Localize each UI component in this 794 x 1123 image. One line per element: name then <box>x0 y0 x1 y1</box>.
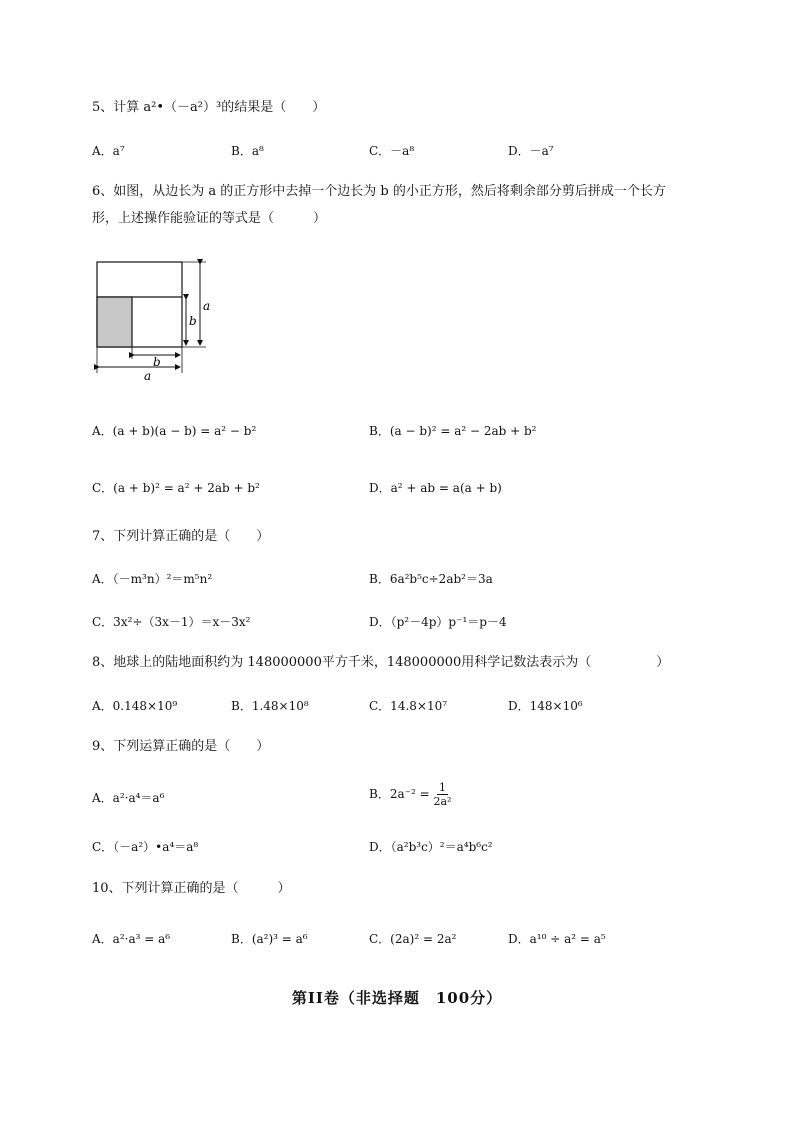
q8-option-d[interactable]: D．148×10⁶ <box>508 699 583 713</box>
q7-option-d[interactable]: D．（p²－4p）p⁻¹＝p－4 <box>369 615 507 629</box>
q8-option-b[interactable]: B．1.48×10⁸ <box>231 699 309 713</box>
q7-option-c[interactable]: C．3x²÷（3x－1）＝x－3x² <box>92 615 251 629</box>
label-b-inner: b <box>189 314 197 328</box>
q8-option-a[interactable]: A．0.148×10⁹ <box>92 699 178 713</box>
q7-option-a[interactable]: A．（－m³n）²＝m⁵n² <box>92 572 213 586</box>
question-6-stem-line1: 6、如图，从边长为 a 的正方形中去掉一个边长为 b 的小正方形，然后将剩余部分剪后拼成一个长方 <box>92 184 666 199</box>
q6-option-c[interactable]: C．(a + b)² = a² + 2ab + b² <box>92 481 260 495</box>
q10-option-c[interactable]: C．(2a)² = 2a² <box>369 932 457 946</box>
fraction-numerator: 1 <box>438 781 446 794</box>
label-a-right: a <box>203 299 211 313</box>
square-cut-figure <box>90 255 220 385</box>
q6-option-b[interactable]: B．(a − b)² = a² − 2ab + b² <box>369 424 537 438</box>
question-5-stem: 5、计算 a²•（－a²）³的结果是（ ） <box>92 100 326 115</box>
q9-option-a[interactable]: A．a²·a⁴＝a⁶ <box>92 791 165 805</box>
question-8-stem: 8、地球上的陆地面积约为 148000000平方千米，148000000用科学记数法表示为（ ） <box>92 655 670 670</box>
q6-option-a[interactable]: A．(a + b)(a − b) = a² − b² <box>92 424 257 438</box>
q9-option-b[interactable] <box>369 781 451 808</box>
q5-option-b[interactable]: B．a⁸ <box>231 144 264 158</box>
q5-option-a[interactable]: A．a⁷ <box>92 144 125 158</box>
question-6-stem-line2: 形，上述操作能验证的等式是（ ） <box>92 211 327 226</box>
q8-option-c[interactable]: C．14.8×10⁷ <box>369 699 448 713</box>
q6-option-d[interactable]: D．a² + ab = a(a + b) <box>369 481 502 495</box>
question-9-stem: 9、下列运算正确的是（ ） <box>92 739 270 754</box>
q9-option-b-prefix: B．2a⁻² = <box>369 787 430 801</box>
q10-option-a[interactable]: A．a²·a³ = a⁶ <box>92 932 171 946</box>
q9-option-c[interactable]: C．（－a²）•a⁴＝a⁸ <box>92 840 199 854</box>
q10-option-b[interactable]: B．(a²)³ = a⁶ <box>231 932 308 946</box>
q7-option-b[interactable]: B．6a²b⁵c÷2ab²＝3a <box>369 572 493 586</box>
question-10-stem: 10、下列计算正确的是（ ） <box>92 881 291 896</box>
q5-option-c[interactable]: C．－a⁸ <box>369 144 415 158</box>
label-a-bottom: a <box>144 369 152 383</box>
q5-option-d[interactable]: D．－a⁷ <box>508 144 554 158</box>
label-b-bottom: b <box>153 355 161 369</box>
q9-option-b-fraction <box>433 781 451 808</box>
question-7-stem: 7、下列计算正确的是（ ） <box>92 529 270 544</box>
shaded-small-square <box>97 297 132 347</box>
section-title: 第II卷（非选择题 100分） <box>291 989 503 1007</box>
fraction-denominator: 2a² <box>433 795 452 808</box>
q9-option-d[interactable]: D．（a²b³c）²＝a⁴b⁶c² <box>369 840 493 854</box>
q10-option-d[interactable]: D．a¹⁰ ÷ a² = a⁵ <box>508 932 606 946</box>
